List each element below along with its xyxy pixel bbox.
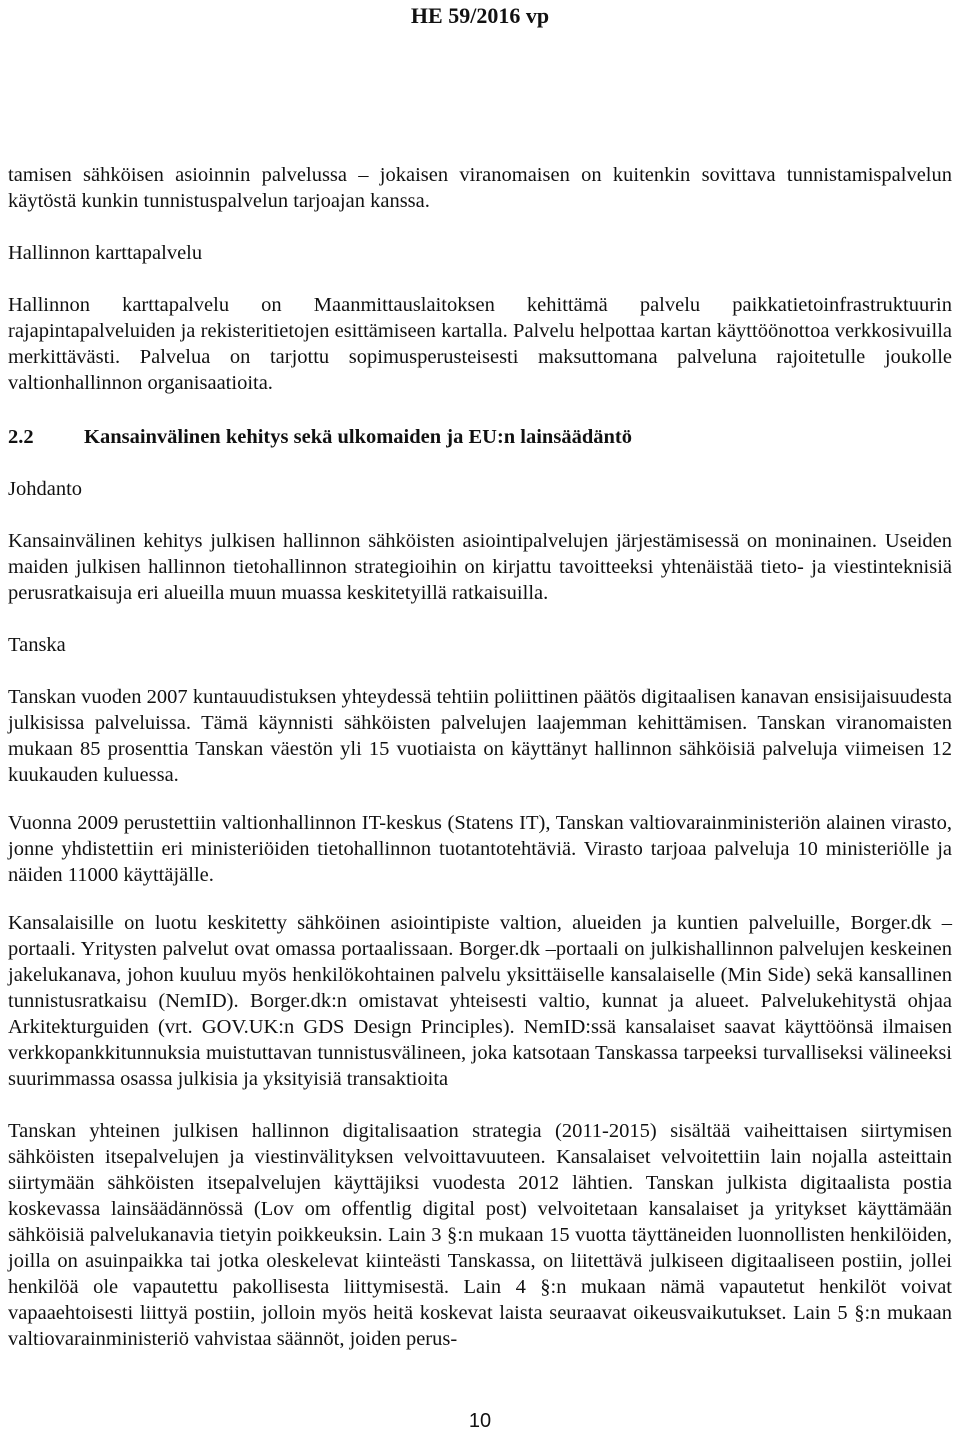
section-title: Kansainvälinen kehitys sekä ulkomaiden ja EU:n lainsäädäntö bbox=[84, 426, 632, 448]
paragraph-map-service: Hallinnon karttapalvelu on Maanmittauslaitoksen kehittämä palvelu paikkatietoinfrastruktuurin rajapintapalveluiden ja rekisteritietojen esittämiseen kartalla. Palvelu helpottaa kartan käyttöönottoa verkkosivuilla merkittävästi. Palvelua on tarjottu sopimusperusteisesti maksuttomana palveluna rajoitetulle joukolle valtionhallinnon organisaatioita. bbox=[8, 294, 952, 394]
subheading-introduction: Johdanto bbox=[8, 478, 83, 500]
subheading-denmark: Tanska bbox=[8, 634, 66, 656]
paragraph-denmark-4: Tanskan yhteinen julkisen hallinnon digitalisaation strategia (2011-2015) sisältää vaiheittaisen siirtymisen sähköisten itsepalvelujen ja viestinvälityksen velvoittavuuteen. Kansalaiset velvoitettiin lain nojalla asteittain siirtymään sähköisten itsepalvelujen käyttäjiksi vuodesta 2012 lähtien. Tanskan julkista digitaalista postia koskevassa lainsäädännössä (Lov om offentlig digital post) velvoitetaan kansalaiset ja yritykset käyttämään sähköisiä palvelukanavia tietyin poikkeuksin. Lain 3 §:n mukaan 15 vuotta täyttäneiden luonnollisten henkilöiden, joilla on asuinpaikka tai jotka oleskelevat kiinteästi Tanskassa, on liitettävä julkiseen digitaaliseen postiin, jollei henkilöä ole vapautettu pakollisesta liittymisestä. Lain 4 §:n mukaan nämä vapautetut henkilöt voivat vapaaehtoisesti liittyä postiin, jolloin myös heitä koskevat laista seuraavat oikeusvaikutukset. Lain 5 §:n mukaan valtiovarainministeriö vahvistaa säännöt, joiden perus- bbox=[8, 1120, 952, 1350]
page-number: 10 bbox=[468, 1410, 492, 1432]
paragraph-denmark-1: Tanskan vuoden 2007 kuntauudistuksen yhteydessä tehtiin poliittinen päätös digitaalisen kanavan ensisijaisuudesta julkisissa palveluissa. Tämä käynnisti sähköisten palvelujen laajemman kehittämisen. Tanskan viranomaisten mukaan 85 prosenttia Tanskan väestön yli 15 vuotiaista on käyttänyt hallinnon sähköisiä palveluja viimeisen 12 kuukauden kuluessa. bbox=[8, 686, 952, 786]
paragraph-introduction: Kansainvälinen kehitys julkisen hallinnon sähköisten asiointipalvelujen järjestämisessä on moninainen. Useiden maiden julkisen hallinnon tietohallinnon strategioihin on kirjattu tavoitteeksi yhtenäistää tieto- ja viestinteknisiä perusratkaisuja eri alueilla muun muassa keskitetyillä ratkaisuilla. bbox=[8, 530, 952, 604]
section-heading bbox=[8, 424, 952, 450]
paragraph-denmark-2: Vuonna 2009 perustettiin valtionhallinnon IT-keskus (Statens IT), Tanskan valtiovarainministeriön alainen virasto, jonne yhdistettiin eri ministeriöiden tietohallinnon tuotantotehtäviä. Virasto tarjoaa palveluja 10 ministeriölle ja näiden 11000 käyttäjälle. bbox=[8, 812, 952, 886]
paragraph-denmark-3: Kansalaisille on luotu keskitetty sähköinen asiointipiste valtion, alueiden ja kuntien palveluille, Borger.dk –portaali. Yritysten palvelut ovat omassa portaalissaan. Borger.dk –portaali on julkishallinnon palvelujen keskeinen jakelukanava, johon kuuluu myös henkilökohtainen palvelu yksittäiselle kansalaiselle (Min Side) sekä kansallinen tunnistusratkaisu (NemID). Borger.dk:n omistavat yhteisesti valtio, kunnat ja alueet. Palvelukehitystä ohjaa Arkitekturguiden (vrt. GOV.UK:n GDS Design Principles). NemID:ssä kansalaiset saavat käyttöönsä ilmaisen verkkopankkitunnuksia muistuttavan tunnistusvälineen, joka katsotaan Tanskassa tarpeeksi turvalliseksi välineeksi suurimmassa osassa julkisia ja yksityisiä transaktioita bbox=[8, 912, 952, 1090]
document-header: HE 59/2016 vp bbox=[410, 3, 550, 28]
section-number: 2.2 bbox=[8, 426, 34, 448]
paragraph-intro: tamisen sähköisen asioinnin palvelussa – jokaisen viranomaisen on kuitenkin sovittava tunnistamispalvelun käytöstä kunkin tunnistuspalvelun tarjoajan kanssa. bbox=[8, 164, 952, 212]
subheading-map-service: Hallinnon karttapalvelu bbox=[8, 242, 203, 264]
document-body bbox=[8, 162, 952, 1352]
